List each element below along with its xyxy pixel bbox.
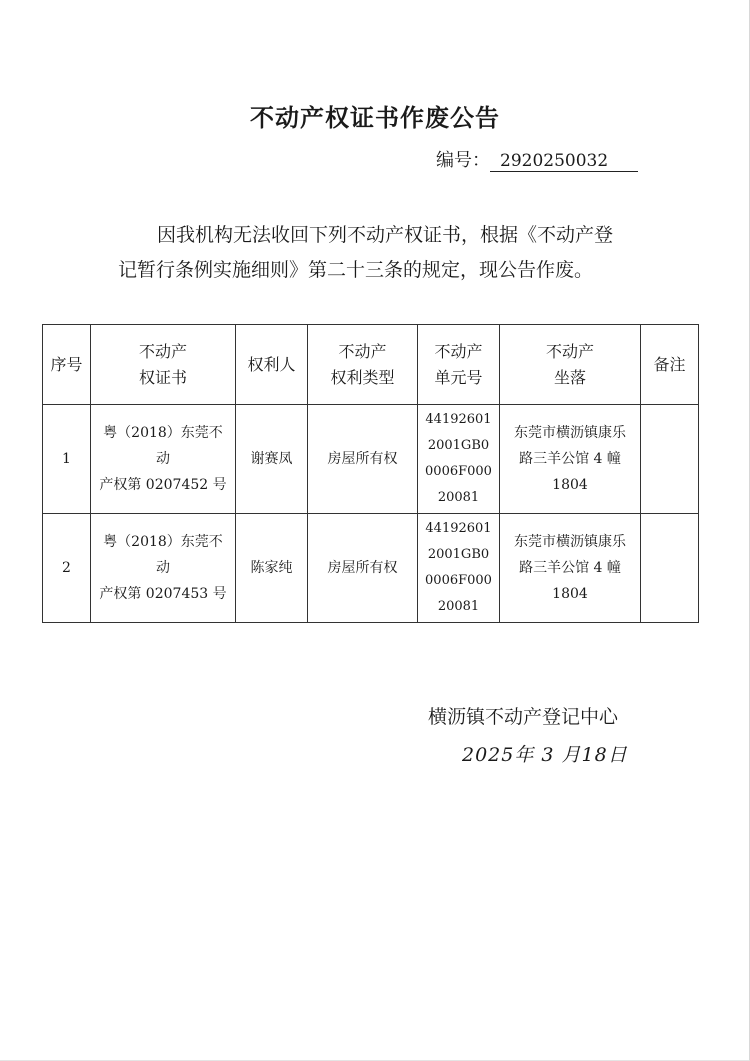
table-row — [43, 514, 699, 623]
header-unit-number-line-1: 不动产 — [434, 341, 483, 361]
header-right-type-line-1: 不动产 — [338, 341, 387, 361]
header-location-line-1: 不动产 — [545, 341, 594, 361]
row-location-line-1: 东莞市横沥镇康乐 — [514, 425, 626, 441]
header-holder: 权利人 — [236, 325, 308, 405]
header-right-type — [308, 325, 418, 405]
row-seq: 1 — [43, 405, 91, 514]
row-remark — [641, 405, 699, 514]
row-remark — [641, 514, 699, 623]
row-location — [500, 405, 641, 514]
issue-date: 2025年 3 月18日 — [462, 744, 628, 766]
document-title: 不动产权证书作废公告 — [250, 104, 500, 132]
document-number-label: 编号： — [436, 150, 490, 171]
row-location-line-1: 东莞市横沥镇康乐 — [514, 534, 626, 550]
row-certificate-line-2: 产权第 0207452 号 — [99, 477, 227, 493]
row-unit-number: 441926012001GB00006F00020081 — [418, 514, 500, 623]
row-location — [500, 514, 641, 623]
row-location-line-2: 路三羊公馆 4 幢 — [519, 451, 621, 467]
row-certificate — [91, 405, 236, 514]
certificate-table — [42, 324, 699, 623]
row-location-line-2: 路三羊公馆 4 幢 — [519, 560, 621, 576]
header-location — [500, 325, 641, 405]
row-unit-number: 441926012001GB00006F00020081 — [418, 405, 500, 514]
header-unit-number-line-2: 单元号 — [434, 367, 483, 387]
header-unit-number — [418, 325, 500, 405]
row-location-line-3: 1804 — [552, 477, 588, 493]
table-header-row — [43, 325, 699, 405]
notice-body-line-2: 记暂行条例实施细则》第二十三条的规定，现公告作废。 — [118, 259, 594, 281]
header-certificate-line-2: 权证书 — [138, 367, 187, 387]
row-location-line-3: 1804 — [552, 586, 588, 602]
header-remark: 备注 — [641, 325, 699, 405]
row-certificate-line-1: 粤（2018）东莞不动 — [103, 534, 223, 576]
row-holder: 谢赛凤 — [236, 405, 308, 514]
row-seq: 2 — [43, 514, 91, 623]
row-right-type: 房屋所有权 — [308, 405, 418, 514]
row-holder: 陈家纯 — [236, 514, 308, 623]
header-right-type-line-2: 权利类型 — [330, 367, 395, 387]
notice-body — [118, 218, 638, 288]
row-certificate-line-1: 粤（2018）东莞不动 — [103, 425, 223, 467]
issuer-name: 横沥镇不动产登记中心 — [428, 706, 619, 728]
document-number-value: 2920250032 — [490, 151, 638, 172]
header-seq: 序号 — [43, 325, 91, 405]
document-number — [436, 146, 638, 172]
row-right-type: 房屋所有权 — [308, 514, 418, 623]
header-certificate — [91, 325, 236, 405]
header-location-line-2: 坐落 — [553, 367, 586, 387]
table-row — [43, 405, 699, 514]
notice-body-line-1: 因我机构无法收回下列不动产权证书，根据《不动产登 — [157, 224, 614, 246]
row-certificate — [91, 514, 236, 623]
row-certificate-line-2: 产权第 0207453 号 — [99, 586, 227, 602]
header-certificate-line-1: 不动产 — [138, 341, 187, 361]
